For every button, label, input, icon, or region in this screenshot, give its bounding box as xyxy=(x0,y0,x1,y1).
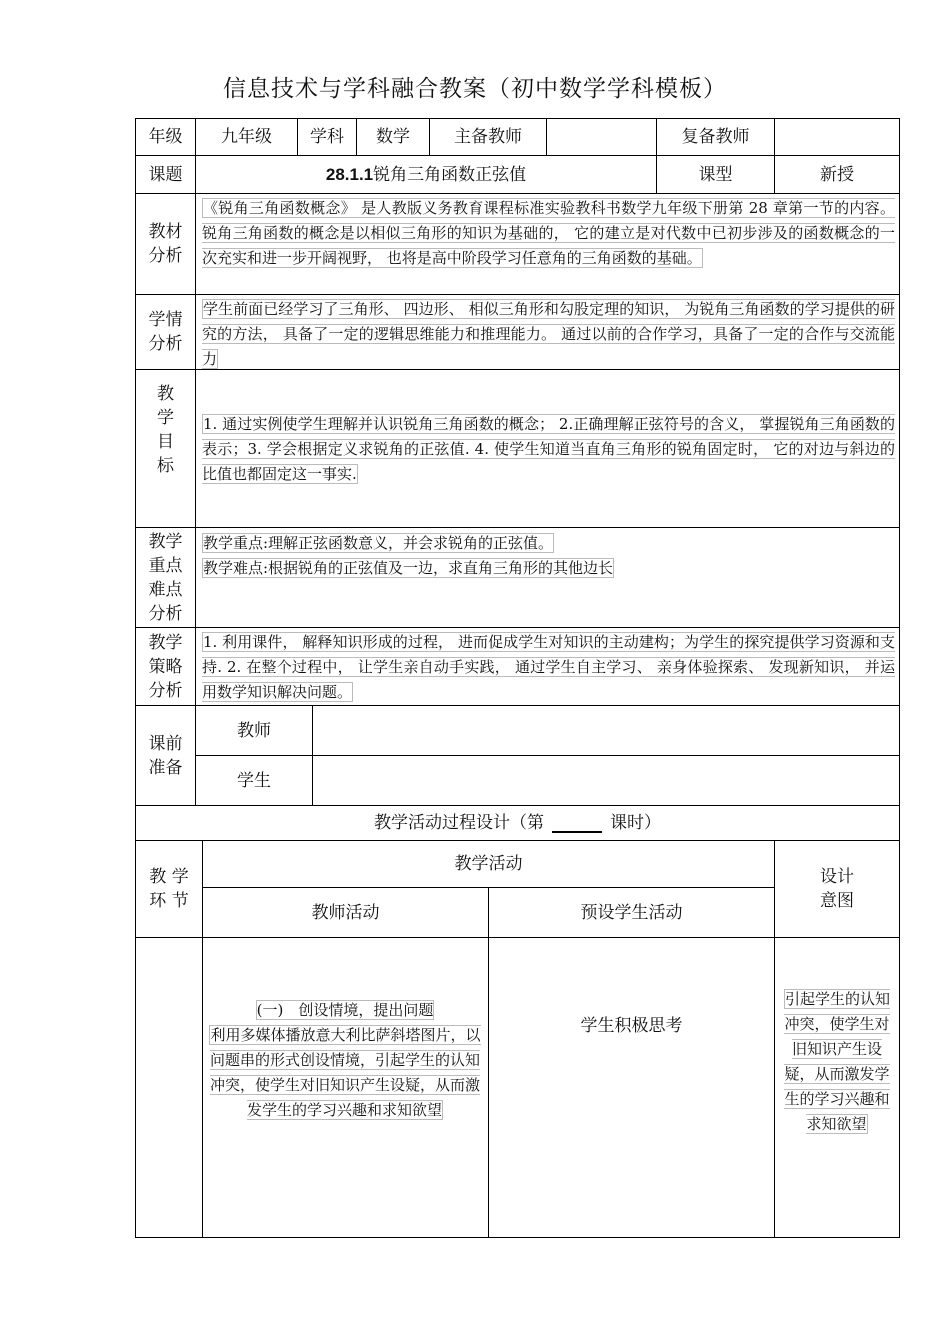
teacher-activity-label: 教师活动 xyxy=(311,902,380,923)
process-heading xyxy=(136,806,899,840)
topic-label: 课题 xyxy=(148,164,183,185)
label-line: 标 xyxy=(157,456,174,476)
label-line: 学情 xyxy=(148,310,183,330)
intent-label xyxy=(775,841,899,937)
prep-teacher-label: 教师 xyxy=(237,720,271,741)
row-line xyxy=(135,937,900,938)
objectives-text: 1. 通过实例使学生理解并认识锐角三角函数的概念； 2.正确理解正弦符号的含义， 掌握锐角三角函数的表示；3. 学会根据定义求锐角的正弦值. 4. 使学生知道当直角三角形的锐角固定时， 它的对边与斜边的比值也都固定这一事实. xyxy=(202,415,895,483)
strategy-label xyxy=(136,628,195,705)
key-point-text: 教学重点:理解正弦函数意义，并会求锐角的正弦值。 xyxy=(203,534,554,552)
label-line: 策略 xyxy=(148,656,183,677)
activity-label: 教学活动 xyxy=(454,854,523,874)
stage-label xyxy=(136,841,202,937)
objectives-content xyxy=(196,410,899,527)
teacher-activity-title: (一) 创设情境，提出问题 xyxy=(256,1001,434,1019)
students-label xyxy=(136,295,195,369)
strategy-text: 1. 利用课件， 解释知识形成的过程， 进而促成学生对知识的主动建构；为学生的探究提供学习资源和支持. 2. 在整个过程中， 让学生亲自动手实践， 通过学生自主学习、 亲身体验探索、 发现新知识， 并运用数学知识解决问题。 xyxy=(202,633,895,701)
stage-cell xyxy=(136,938,202,1237)
textbook-label xyxy=(136,194,195,294)
label-line: 教材 xyxy=(148,222,183,242)
textbook-text: 《锐角三角函数概念》 是人教版义务教育课程标准实验教科书数学九年级下册第 28 章第一节的内容。 锐角三角函数的概念是以相似三角形的知识为基础的， 它的建立是对代数中已初步涉及的函数概念的一次充实和进一步开阔视野， 也将是高中阶段学习任意角的三角函数的基础。 xyxy=(202,199,895,267)
label-line: 分析 xyxy=(148,603,183,624)
lesson-number-blank[interactable] xyxy=(552,813,602,833)
label-line: 教 xyxy=(157,384,174,404)
prep-student-value[interactable] xyxy=(313,756,899,805)
intent-cell xyxy=(779,987,895,1227)
topic-value xyxy=(196,156,656,193)
review-teacher-value[interactable] xyxy=(775,119,899,155)
label-line: 教 学 xyxy=(149,867,189,887)
label-line: 意图 xyxy=(820,891,854,911)
label-line: 目 xyxy=(157,432,174,452)
prep-label xyxy=(136,706,195,805)
label-line: 分析 xyxy=(148,680,183,701)
student-activity-text: 学生积极思考 xyxy=(580,1016,683,1036)
difficult-point-text: 教学难点:根据锐角的正弦值及一边，求直角三角形的其他边长 xyxy=(203,559,614,577)
label-line: 课前 xyxy=(148,733,183,754)
teacher-activity-content: 利用多媒体播放意大利比萨斜塔图片，以问题串的形式创设情境，引起学生的认知冲突，使学生对旧知识产生设疑，从而激发学生的学习兴趣和求知欲望 xyxy=(209,1026,481,1119)
label-line: 学 xyxy=(157,408,174,428)
subject-value: 数学 xyxy=(376,127,410,147)
label-line: 教学 xyxy=(148,632,183,653)
intent-text: 引起学生的认知冲突，使学生对旧知识产生设疑，从而激发学生的学习兴趣和求知欲望 xyxy=(784,990,890,1133)
main-teacher-value[interactable] xyxy=(547,119,656,155)
student-activity-cell xyxy=(489,1011,774,1051)
label-line: 重点 xyxy=(148,555,183,576)
main-teacher-label: 主备教师 xyxy=(454,127,522,147)
grade-value: 九年级 xyxy=(221,127,272,147)
label-line: 准备 xyxy=(148,757,183,778)
textbook-content xyxy=(196,194,899,294)
objectives-label xyxy=(136,370,195,490)
students-content xyxy=(196,295,899,369)
students-text: 学生前面已经学习了三角形、 四边形、 相似三角形和勾股定理的知识， 为锐角三角函数的学习提供的研究的方法， 具备了一定的逻辑思维能力和推理能力。 通过以前的合作学习，具备了一定的合作与交流能力 xyxy=(202,300,895,368)
student-activity-label: 预设学生活动 xyxy=(580,902,683,923)
table-border-right xyxy=(899,118,900,1238)
keypoints-content xyxy=(196,529,899,627)
prep-teacher-value[interactable] xyxy=(313,706,899,755)
teacher-activity-cell xyxy=(206,998,484,1228)
type-value: 新授 xyxy=(820,164,854,185)
heading-prefix: 教学活动过程设计（第 xyxy=(374,813,544,833)
label-line: 分析 xyxy=(148,246,183,266)
keypoints-label xyxy=(136,528,195,627)
prep-student-label: 学生 xyxy=(237,770,271,791)
topic-text: 锐角三角函数正弦值 xyxy=(373,164,527,185)
subject-label: 学科 xyxy=(310,127,344,147)
col-line xyxy=(488,887,489,1237)
grade-label: 年级 xyxy=(148,127,183,147)
topic-number: 28.1.1 xyxy=(325,164,374,184)
label-line: 教学 xyxy=(148,531,183,552)
label-line: 难点 xyxy=(148,579,183,600)
row-line xyxy=(135,527,900,528)
strategy-content xyxy=(196,628,899,705)
page-title: 信息技术与学科融合教案（初中数学学科模板） xyxy=(223,76,727,102)
label-line: 分析 xyxy=(148,334,183,354)
row-line xyxy=(135,1237,900,1238)
heading-suffix: 课时） xyxy=(610,813,661,833)
review-teacher-label: 复备教师 xyxy=(681,127,750,147)
type-label: 课型 xyxy=(698,164,733,185)
row-line xyxy=(135,369,900,370)
label-line: 设计 xyxy=(820,867,854,887)
label-line: 环 节 xyxy=(149,891,189,911)
